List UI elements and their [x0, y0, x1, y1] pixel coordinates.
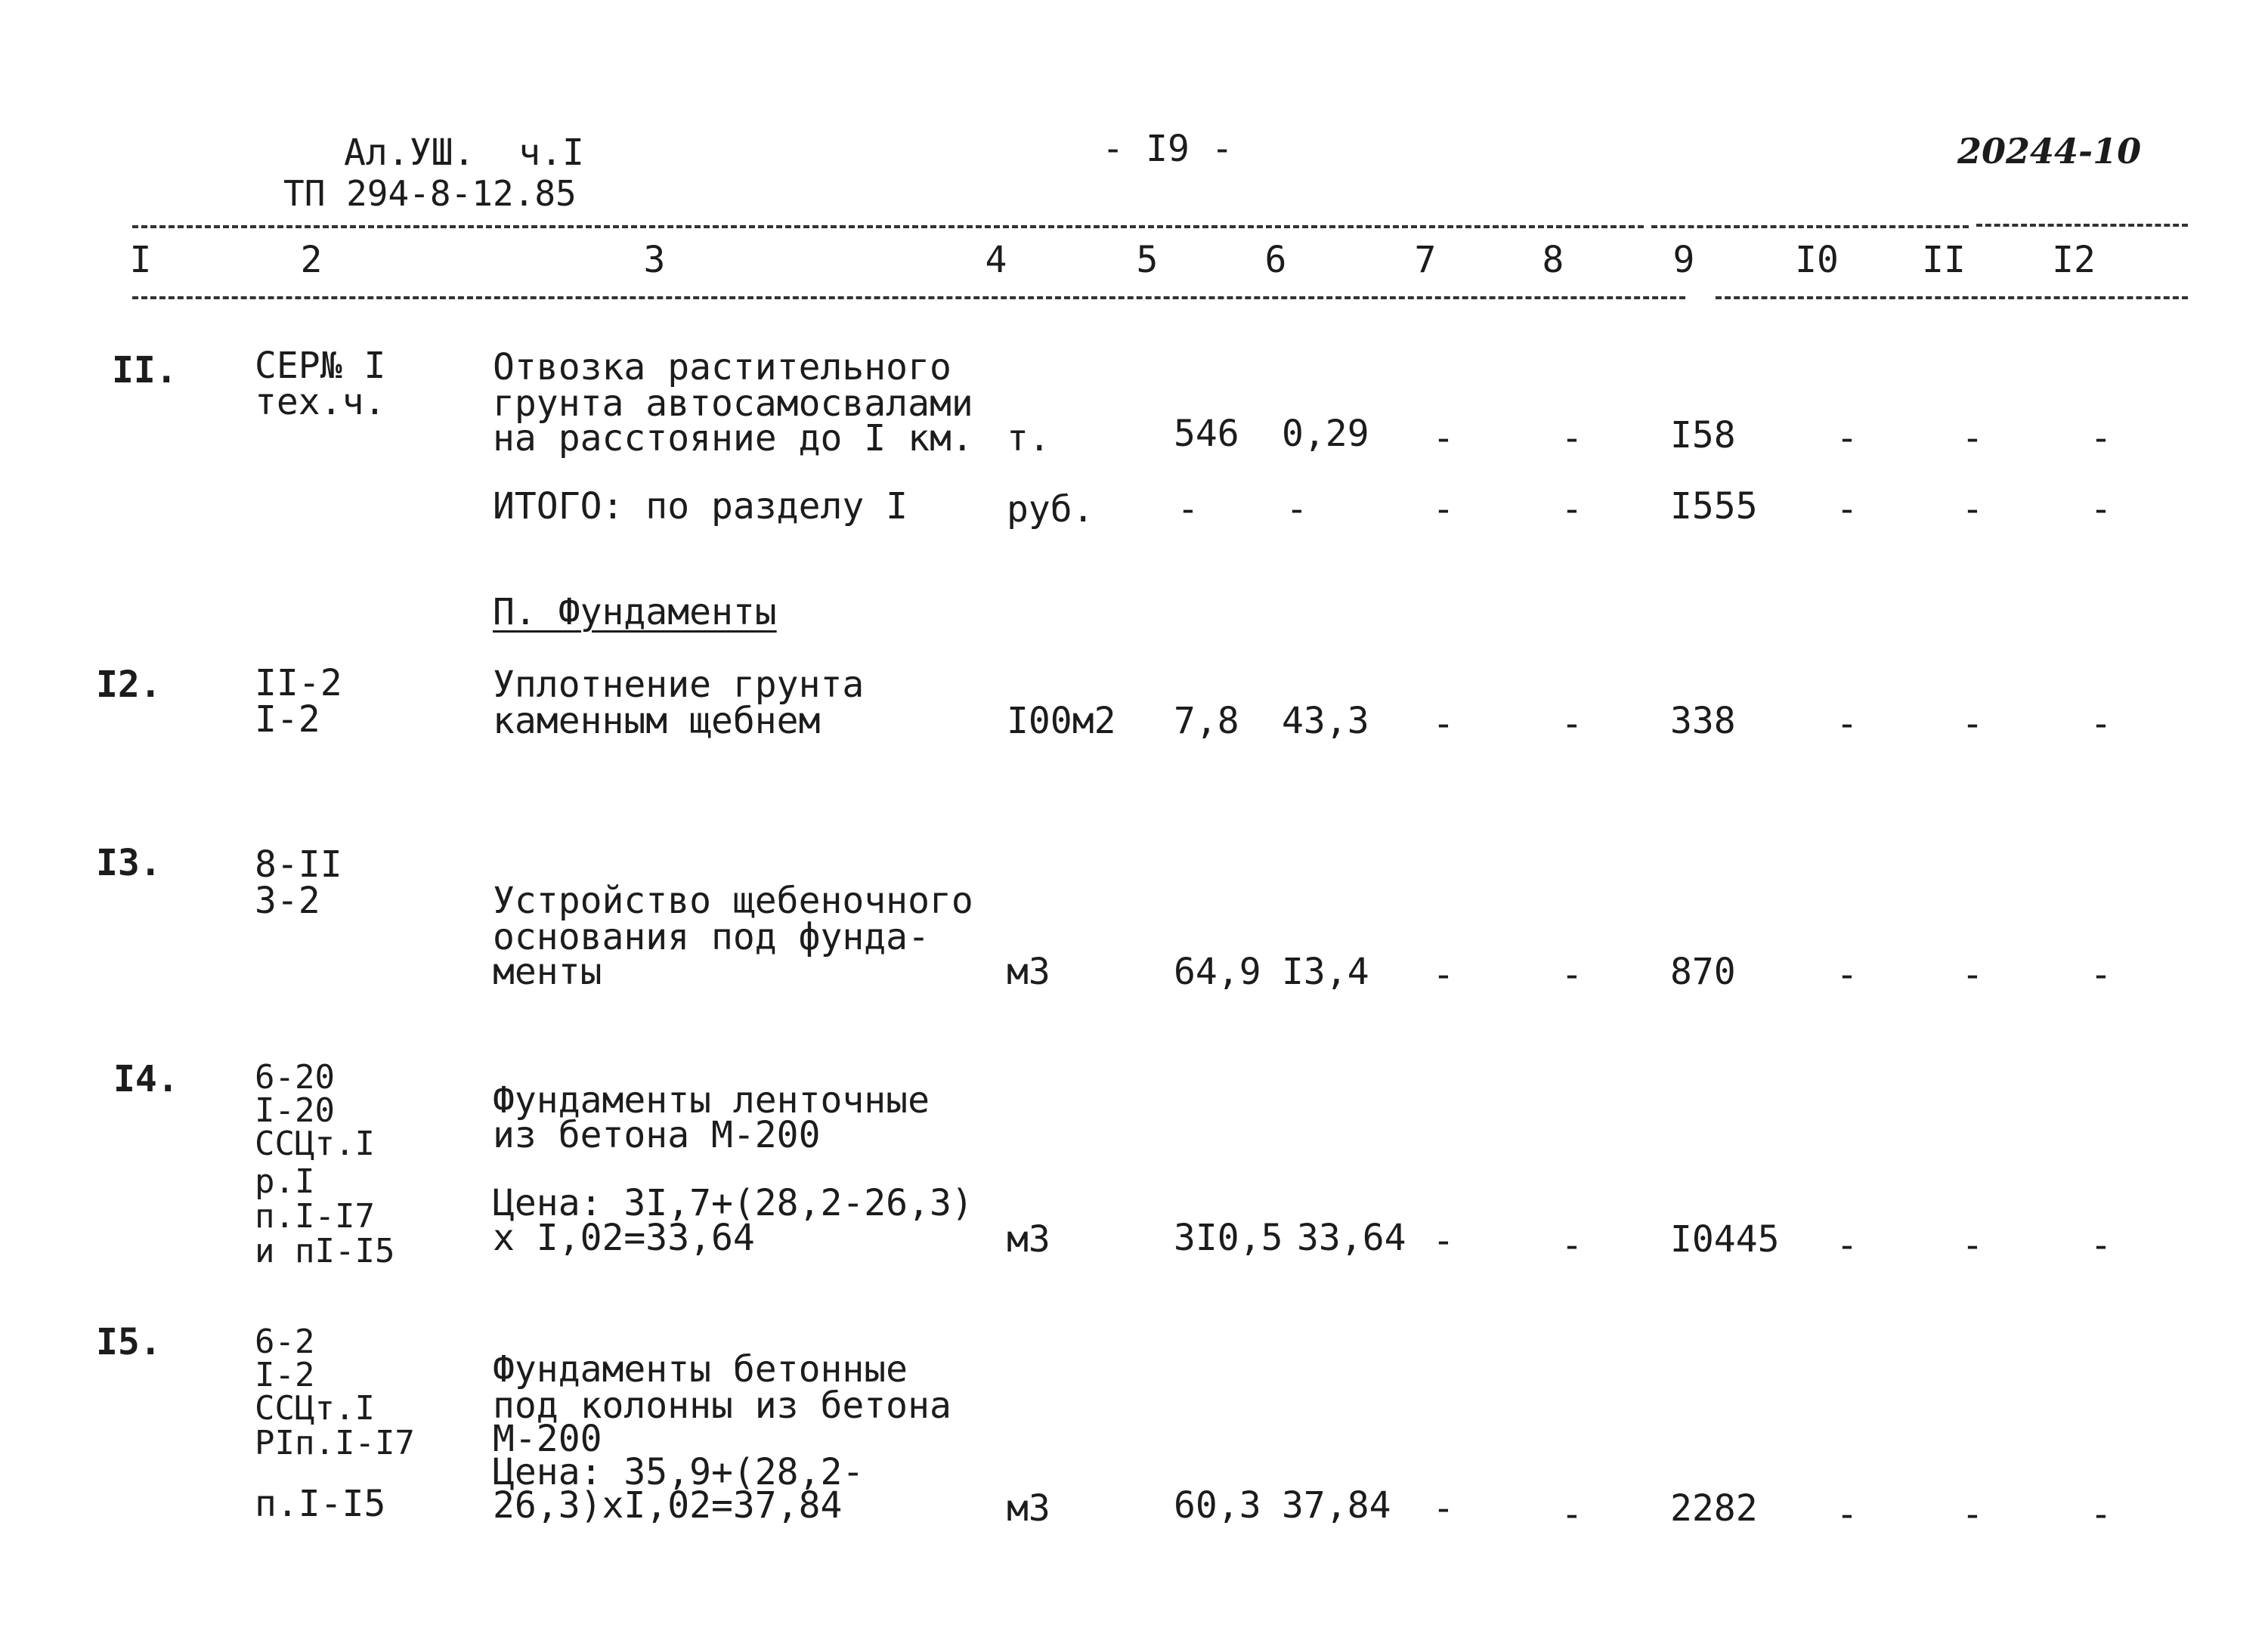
row-col8: - — [1561, 1493, 1583, 1536]
row-code-line: 6-2 — [255, 1323, 315, 1361]
column-header-2: 2 — [300, 239, 323, 281]
column-header-5: 5 — [1136, 239, 1159, 281]
row-col5: 7,8 — [1174, 700, 1239, 742]
row-description-line: Фундаменты бетонные — [493, 1348, 908, 1391]
row-code-line: 3-2 — [255, 880, 320, 922]
row-col12: - — [2090, 1224, 2112, 1267]
row-col11: - — [1961, 954, 1984, 996]
row-col6: - — [1286, 488, 1308, 531]
row-code-line: ССЦт.I — [255, 1125, 375, 1163]
column-header-1: I — [129, 239, 152, 281]
column-header-8: 8 — [1542, 239, 1564, 281]
row-col11: - — [1961, 1493, 1984, 1536]
row-col10: - — [1836, 954, 1858, 996]
row-col6: 43,3 — [1282, 700, 1369, 742]
column-header-12: I2 — [2052, 239, 2096, 281]
row-col5: 3I0,5 — [1174, 1217, 1283, 1259]
row-col9: 870 — [1670, 951, 1736, 993]
row-description-line: 26,3)хI,02=37,84 — [493, 1484, 843, 1527]
row-col5: 64,9 — [1174, 951, 1261, 993]
row-col9: 2282 — [1670, 1487, 1758, 1530]
page-number: - I9 - — [1102, 128, 1233, 170]
row-unit: м3 — [1007, 1487, 1050, 1530]
row-code-line: I-20 — [255, 1091, 335, 1130]
header-top-rule-mid — [1651, 225, 1969, 228]
row-description-line: Уплотнение грунта — [493, 664, 865, 706]
row-col7: - — [1432, 1220, 1455, 1262]
document-number: 20244-10 — [1957, 131, 2142, 172]
row-description-line: на расстояние до I км. — [493, 417, 973, 459]
row-col11: - — [1961, 1224, 1984, 1267]
row-unit: т. — [1007, 417, 1050, 459]
row-col10: - — [1836, 1224, 1858, 1267]
row-description-line: грунта автосамосвалами — [493, 382, 973, 425]
row-code-line: ССЦт.I — [255, 1389, 375, 1428]
row-col10: - — [1836, 703, 1858, 745]
row-number: II. — [112, 349, 178, 391]
row-description-line: основания под фунда- — [493, 916, 930, 958]
row-col7: - — [1432, 703, 1455, 745]
row-col7: - — [1432, 1487, 1455, 1530]
row-col7: - — [1432, 954, 1455, 996]
column-header-9: 9 — [1672, 239, 1695, 281]
header-top-rule-left — [132, 225, 1644, 228]
row-col6: 0,29 — [1282, 413, 1369, 455]
row-col7: - — [1432, 417, 1455, 459]
row-code-line: II-2 — [255, 662, 342, 704]
row-unit: м3 — [1007, 951, 1050, 993]
row-code-line: р.I — [255, 1162, 315, 1201]
header-title: Ал.УШ. ч.I — [344, 132, 584, 174]
row-description-line: Фундаменты ленточные — [493, 1079, 930, 1122]
row-col9: I0445 — [1670, 1218, 1780, 1261]
row-code-line: СЕР№ I — [255, 345, 386, 387]
row-description-line: х I,02=33,64 — [493, 1217, 755, 1259]
row-code-line: 6-20 — [255, 1058, 335, 1097]
row-col9: I555 — [1670, 485, 1758, 528]
row-col8: - — [1561, 1224, 1583, 1267]
row-number: I4. — [113, 1058, 179, 1100]
row-col9: 338 — [1670, 700, 1736, 742]
row-description-line: М-200 — [493, 1418, 602, 1460]
row-col8: - — [1561, 703, 1583, 745]
header-bottom-rule-right — [1716, 296, 2188, 299]
row-description-line: Отвозка растительного — [493, 346, 951, 388]
row-col11: - — [1961, 488, 1984, 531]
header-top-rule-right — [1976, 224, 2188, 227]
row-col12: - — [2090, 417, 2112, 459]
row-col12: - — [2090, 954, 2112, 996]
row-code-line: тех.ч. — [255, 381, 386, 423]
row-number: I3. — [96, 842, 162, 884]
row-col5: 546 — [1174, 413, 1239, 455]
row-number: I5. — [96, 1321, 162, 1363]
column-header-11: II — [1922, 239, 1966, 281]
header-project-code: ТП 294-8-12.85 — [283, 173, 577, 214]
row-col8: - — [1561, 488, 1583, 531]
column-header-6: 6 — [1264, 239, 1287, 281]
row-col12: - — [2090, 488, 2112, 531]
row-col10: - — [1836, 417, 1858, 459]
row-code-line: 8-II — [255, 843, 342, 886]
row-description-line: из бетона М-200 — [493, 1114, 821, 1156]
row-description-line: Цена: 3I,7+(28,2-26,3) — [493, 1182, 973, 1224]
row-code-line: п.I-I7 — [255, 1197, 375, 1236]
row-description-line: каменным щебнем — [493, 700, 821, 742]
row-col9: I58 — [1670, 414, 1736, 456]
row-description-line: под колонны из бетона — [493, 1385, 951, 1427]
row-code-line: I-2 — [255, 1356, 315, 1394]
row-unit: руб. — [1007, 488, 1094, 531]
row-code-line: I-2 — [255, 698, 320, 741]
row-col7: - — [1432, 488, 1455, 531]
row-col10: - — [1836, 488, 1858, 531]
row-col6: I3,4 — [1282, 951, 1369, 993]
row-code-line: п.I-I5 — [255, 1483, 386, 1525]
column-header-4: 4 — [985, 239, 1007, 281]
row-col8: - — [1561, 954, 1583, 996]
section-heading: П. Фундаменты — [493, 591, 777, 633]
column-header-7: 7 — [1414, 239, 1437, 281]
row-col11: - — [1961, 703, 1984, 745]
column-header-3: 3 — [643, 239, 666, 281]
header-bottom-rule-left — [132, 296, 1685, 299]
row-description-line: ИТОГО: по разделу I — [493, 485, 908, 528]
row-col8: - — [1561, 417, 1583, 459]
row-col11: - — [1961, 417, 1984, 459]
row-col6: 33,64 — [1297, 1217, 1406, 1259]
row-unit: м3 — [1007, 1218, 1050, 1261]
row-code-line: и пI-I5 — [255, 1232, 395, 1270]
row-col10: - — [1836, 1493, 1858, 1536]
row-description-line: Цена: 35,9+(28,2- — [493, 1451, 865, 1493]
row-col12: - — [2090, 1493, 2112, 1536]
row-description-line: менты — [493, 951, 602, 993]
row-col5: - — [1177, 488, 1199, 531]
row-number: I2. — [96, 664, 162, 706]
row-unit: I00м2 — [1007, 700, 1116, 742]
row-col5: 60,3 — [1174, 1484, 1261, 1527]
row-code-line: РIп.I-I7 — [255, 1424, 415, 1462]
column-header-10: I0 — [1795, 239, 1839, 281]
row-col12: - — [2090, 703, 2112, 745]
row-col6: 37,84 — [1282, 1484, 1391, 1527]
row-description-line: Устройство щебеночного — [493, 880, 973, 922]
